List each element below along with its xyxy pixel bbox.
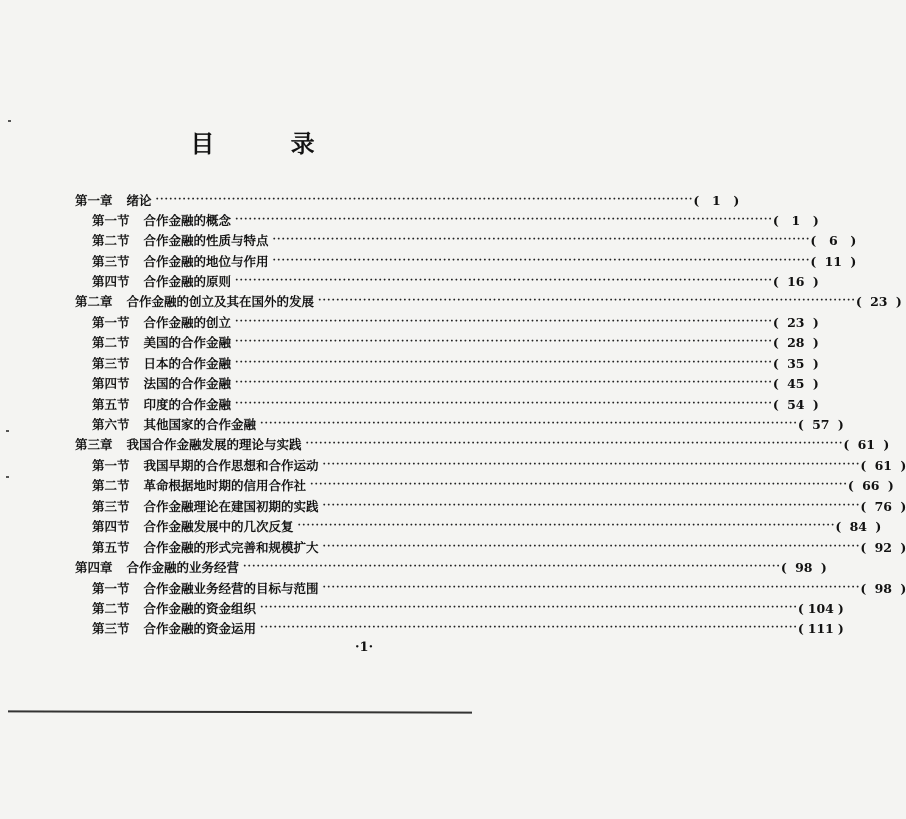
scan-mark xyxy=(6,476,9,478)
toc-entry-number: 第一节 xyxy=(92,581,130,596)
toc-entry-label xyxy=(92,231,273,249)
toc-entry-number: 第二节 xyxy=(92,233,130,248)
leader-dots: ························································································································ xyxy=(260,418,798,429)
toc-entry-title: 合作金融的业务经营 xyxy=(126,560,240,575)
toc-page-ref xyxy=(860,540,906,555)
paren-close: ) xyxy=(812,375,819,391)
toc-entry-number: 第一节 xyxy=(92,213,130,228)
paren-open: ( xyxy=(860,539,867,555)
paren-open: ( xyxy=(772,355,779,371)
page-title: 目 录 xyxy=(190,129,349,158)
toc-page-number: 104 xyxy=(807,600,834,616)
paren-close: ) xyxy=(895,293,902,309)
toc-page-ref xyxy=(693,193,739,208)
toc-page-ref xyxy=(843,437,889,452)
paren-close: ) xyxy=(812,314,819,330)
toc-page-ref xyxy=(773,213,819,228)
paren-open: ( xyxy=(797,620,804,636)
toc-entry-title: 革命根据地时期的信用合作社 xyxy=(143,478,307,493)
toc-page-number: 111 xyxy=(807,620,834,636)
leader-dots: ························································································································ xyxy=(272,255,811,266)
toc-page-ref xyxy=(781,560,827,575)
paren-open: ( xyxy=(847,477,854,493)
paren-close: ) xyxy=(900,457,906,473)
toc-section-entry xyxy=(92,312,819,332)
toc-entry-label xyxy=(75,558,243,576)
paren-close: ) xyxy=(887,477,894,493)
toc-page-ref xyxy=(773,315,819,330)
leader-dots: ························································································································ xyxy=(305,438,844,449)
toc-section-entry xyxy=(92,455,906,475)
toc-page-ref xyxy=(798,417,844,432)
paren-open: ( xyxy=(810,253,817,269)
toc-page-number: 1 xyxy=(711,192,721,208)
toc-page-ref xyxy=(798,621,844,636)
paren-open: ( xyxy=(772,314,779,330)
bottom-rule xyxy=(8,710,472,713)
leader-dots: ························································································································ xyxy=(322,500,861,511)
scan-mark xyxy=(6,430,9,432)
toc-entry-title: 合作金融的原则 xyxy=(143,274,232,289)
toc-entry-label xyxy=(75,435,306,453)
toc-page-number: 23 xyxy=(870,293,888,309)
toc-entry-number: 第四节 xyxy=(92,274,130,289)
toc-entry-label xyxy=(92,579,323,597)
toc-section-entry xyxy=(92,271,819,291)
toc-entry-title: 我国早期的合作思想和合作运动 xyxy=(143,458,319,473)
leader-dots: ························································································································ xyxy=(235,357,773,368)
toc-entry-number: 第六节 xyxy=(92,417,130,432)
toc-page-number: 66 xyxy=(862,477,880,493)
toc-entry-title: 合作金融业务经营的目标与范围 xyxy=(143,581,319,596)
leader-dots: ························································································································ xyxy=(310,479,848,490)
paren-close: ) xyxy=(875,518,882,534)
toc-page-ref xyxy=(773,274,819,289)
toc-page-ref xyxy=(810,233,856,248)
leader-dots: ························································································································ xyxy=(260,602,798,613)
toc-entry-label xyxy=(92,374,235,392)
toc-entry-number: 第一章 xyxy=(75,193,113,208)
toc-entry-label xyxy=(92,599,260,617)
paren-close: ) xyxy=(837,620,844,636)
toc-section-entry xyxy=(92,210,819,230)
toc-page-ref xyxy=(860,581,906,596)
toc-chapter-entry xyxy=(75,557,827,577)
leader-dots: ························································································································ xyxy=(155,194,694,205)
toc-entry-title: 合作金融的创立 xyxy=(143,315,232,330)
toc-entry-title: 合作金融的性质与特点 xyxy=(143,233,269,248)
page-number: ·1· xyxy=(355,640,374,655)
toc-entry-title: 合作金融的地位与作用 xyxy=(143,254,269,269)
toc-page-number: 1 xyxy=(791,212,801,228)
toc-entry-number: 第二章 xyxy=(75,294,113,309)
paren-close: ) xyxy=(812,334,819,350)
paren-open: ( xyxy=(855,293,862,309)
leader-dots: ························································································································ xyxy=(322,459,861,470)
toc-entry-label xyxy=(92,211,235,229)
toc-page-number: 84 xyxy=(849,518,868,534)
toc-entry-label xyxy=(75,191,156,209)
toc-section-entry xyxy=(92,332,819,352)
toc-entry-number: 第一节 xyxy=(92,458,130,473)
toc-entry-label xyxy=(75,292,318,310)
toc-entry-number: 第三节 xyxy=(92,499,130,514)
toc-page-ref xyxy=(773,397,819,412)
toc-entry-title: 印度的合作金融 xyxy=(143,397,232,412)
leader-dots: ························································································································ xyxy=(243,561,781,572)
toc-entry-title: 日本的合作金融 xyxy=(143,356,232,371)
toc-entry-title: 合作金融的资金运用 xyxy=(143,621,257,636)
toc-page-number: 61 xyxy=(857,436,876,452)
paren-open: ( xyxy=(797,600,804,616)
paren-close: ) xyxy=(812,273,819,289)
toc-entry-number: 第二节 xyxy=(92,335,130,350)
leader-dots: ························································································································ xyxy=(297,520,836,531)
toc-entry-label xyxy=(92,497,323,515)
toc-page-number: 11 xyxy=(824,253,843,269)
toc-page-ref xyxy=(810,254,856,269)
paren-close: ) xyxy=(812,355,819,371)
toc-entry-title: 合作金融的概念 xyxy=(143,213,232,228)
paren-close: ) xyxy=(837,416,844,432)
toc-section-entry xyxy=(92,230,857,250)
toc-chapter-entry xyxy=(75,291,902,311)
leader-dots: ························································································································ xyxy=(322,541,861,552)
toc-section-entry xyxy=(92,353,819,373)
paren-open: ( xyxy=(772,396,779,412)
toc-page-ref xyxy=(773,356,819,371)
toc-entry-title: 法国的合作金融 xyxy=(143,376,232,391)
toc-entry-number: 第一节 xyxy=(92,315,130,330)
toc-chapter-entry xyxy=(75,434,890,454)
leader-dots: ························································································································ xyxy=(235,377,773,388)
paren-close: ) xyxy=(900,580,906,596)
leader-dots: ························································································································ xyxy=(235,214,773,225)
toc-page-ref xyxy=(848,478,894,493)
paren-close: ) xyxy=(812,396,819,412)
paren-close: ) xyxy=(733,192,740,208)
toc-section-entry xyxy=(92,373,819,393)
toc-entry-label xyxy=(92,313,235,331)
leader-dots: ························································································································ xyxy=(318,295,856,306)
toc-page-number: 35 xyxy=(787,355,805,371)
leader-dots: ························································································································ xyxy=(235,316,773,327)
paren-open: ( xyxy=(780,559,787,575)
toc-entry-number: 第四节 xyxy=(92,519,130,534)
toc-entry-label xyxy=(92,476,310,494)
toc-entry-number: 第二节 xyxy=(92,478,130,493)
paren-open: ( xyxy=(860,457,867,473)
toc-entry-label xyxy=(92,538,323,556)
toc-entry-number: 第三节 xyxy=(92,254,130,269)
paren-open: ( xyxy=(810,232,817,248)
toc-entry-label xyxy=(92,354,235,372)
paren-open: ( xyxy=(772,334,779,350)
paren-open: ( xyxy=(860,498,867,514)
toc-entry-number: 第五节 xyxy=(92,540,130,555)
toc-page-number: 23 xyxy=(787,314,805,330)
toc-section-entry xyxy=(92,496,906,516)
toc-section-entry xyxy=(92,537,906,557)
toc-page-ref xyxy=(773,335,819,350)
toc-entry-number: 第四节 xyxy=(92,376,130,391)
toc-page-number: 76 xyxy=(874,498,893,514)
paren-open: ( xyxy=(772,212,779,228)
toc-entry-title: 合作金融的形式完善和规模扩大 xyxy=(143,540,319,555)
paren-open: ( xyxy=(797,416,804,432)
leader-dots: ························································································································ xyxy=(235,398,773,409)
toc-page-number: 28 xyxy=(787,334,805,350)
toc-page-number: 98 xyxy=(874,580,893,596)
toc-entry-label xyxy=(92,252,273,270)
toc-entry-label xyxy=(92,456,323,474)
paren-open: ( xyxy=(693,192,700,208)
toc-page-ref xyxy=(860,458,906,473)
toc-entry-title: 其他国家的合作金融 xyxy=(143,417,257,432)
toc-page-number: 54 xyxy=(787,396,805,412)
toc-page-number: 92 xyxy=(874,539,893,555)
toc-entry-title: 美国的合作金融 xyxy=(143,335,232,350)
leader-dots: ························································································································ xyxy=(272,234,811,245)
leader-dots: ························································································································ xyxy=(322,582,861,593)
leader-dots: ························································································································ xyxy=(260,622,798,633)
toc-entry-label xyxy=(92,395,235,413)
paren-open: ( xyxy=(772,375,779,391)
paren-close: ) xyxy=(812,212,819,228)
paren-open: ( xyxy=(772,273,779,289)
toc-entry-label xyxy=(92,272,235,290)
toc-entry-number: 第三节 xyxy=(92,356,130,371)
toc-entry-title: 合作金融的创立及其在国外的发展 xyxy=(126,294,315,309)
toc-entry-label xyxy=(92,517,298,535)
toc-page-number: 16 xyxy=(787,273,805,289)
toc-page-ref xyxy=(773,376,819,391)
toc-page-number: 57 xyxy=(812,416,830,432)
toc-entry-label xyxy=(92,415,260,433)
toc-entry-title: 合作金融理论在建国初期的实践 xyxy=(143,499,319,514)
toc-entry-number: 第五节 xyxy=(92,397,130,412)
toc-section-entry xyxy=(92,251,857,271)
toc-entry-title: 合作金融的资金组织 xyxy=(143,601,257,616)
toc-entry-title: 我国合作金融发展的理论与实践 xyxy=(126,437,302,452)
toc-page-ref xyxy=(856,294,902,309)
toc-section-entry xyxy=(92,578,906,598)
paren-open: ( xyxy=(860,580,867,596)
leader-dots: ························································································································ xyxy=(235,336,773,347)
paren-close: ) xyxy=(900,498,906,514)
toc-entry-number: 第三章 xyxy=(75,437,113,452)
paren-close: ) xyxy=(820,559,827,575)
toc-chapter-entry xyxy=(75,190,740,210)
toc-page-number: 98 xyxy=(795,559,813,575)
toc-entry-title: 绪论 xyxy=(126,193,152,208)
paren-close: ) xyxy=(850,253,857,269)
paren-close: ) xyxy=(850,232,857,248)
toc-entry-number: 第四章 xyxy=(75,560,113,575)
paren-open: ( xyxy=(835,518,842,534)
toc-page-number: 61 xyxy=(874,457,893,473)
toc-section-entry xyxy=(92,414,844,434)
paren-close: ) xyxy=(900,539,906,555)
toc-page-number: 45 xyxy=(787,375,805,391)
toc-entry-number: 第二节 xyxy=(92,601,130,616)
paren-open: ( xyxy=(843,436,850,452)
toc-section-entry xyxy=(92,394,819,414)
paren-close: ) xyxy=(837,600,844,616)
toc-section-entry xyxy=(92,516,882,536)
toc-entry-title: 合作金融发展中的几次反复 xyxy=(143,519,294,534)
leader-dots: ························································································································ xyxy=(235,275,773,286)
toc-entry-number: 第三节 xyxy=(92,621,130,636)
toc-section-entry xyxy=(92,598,844,618)
toc-page-ref xyxy=(835,519,881,534)
toc-section-entry xyxy=(92,618,844,638)
toc-entry-label xyxy=(92,333,235,351)
toc-entry-label xyxy=(92,619,260,637)
toc-page-number: 6 xyxy=(828,232,838,248)
scan-mark xyxy=(8,120,11,122)
toc-page-ref xyxy=(860,499,906,514)
paren-close: ) xyxy=(883,436,890,452)
toc-page-ref xyxy=(798,601,844,616)
toc-section-entry xyxy=(92,475,894,495)
